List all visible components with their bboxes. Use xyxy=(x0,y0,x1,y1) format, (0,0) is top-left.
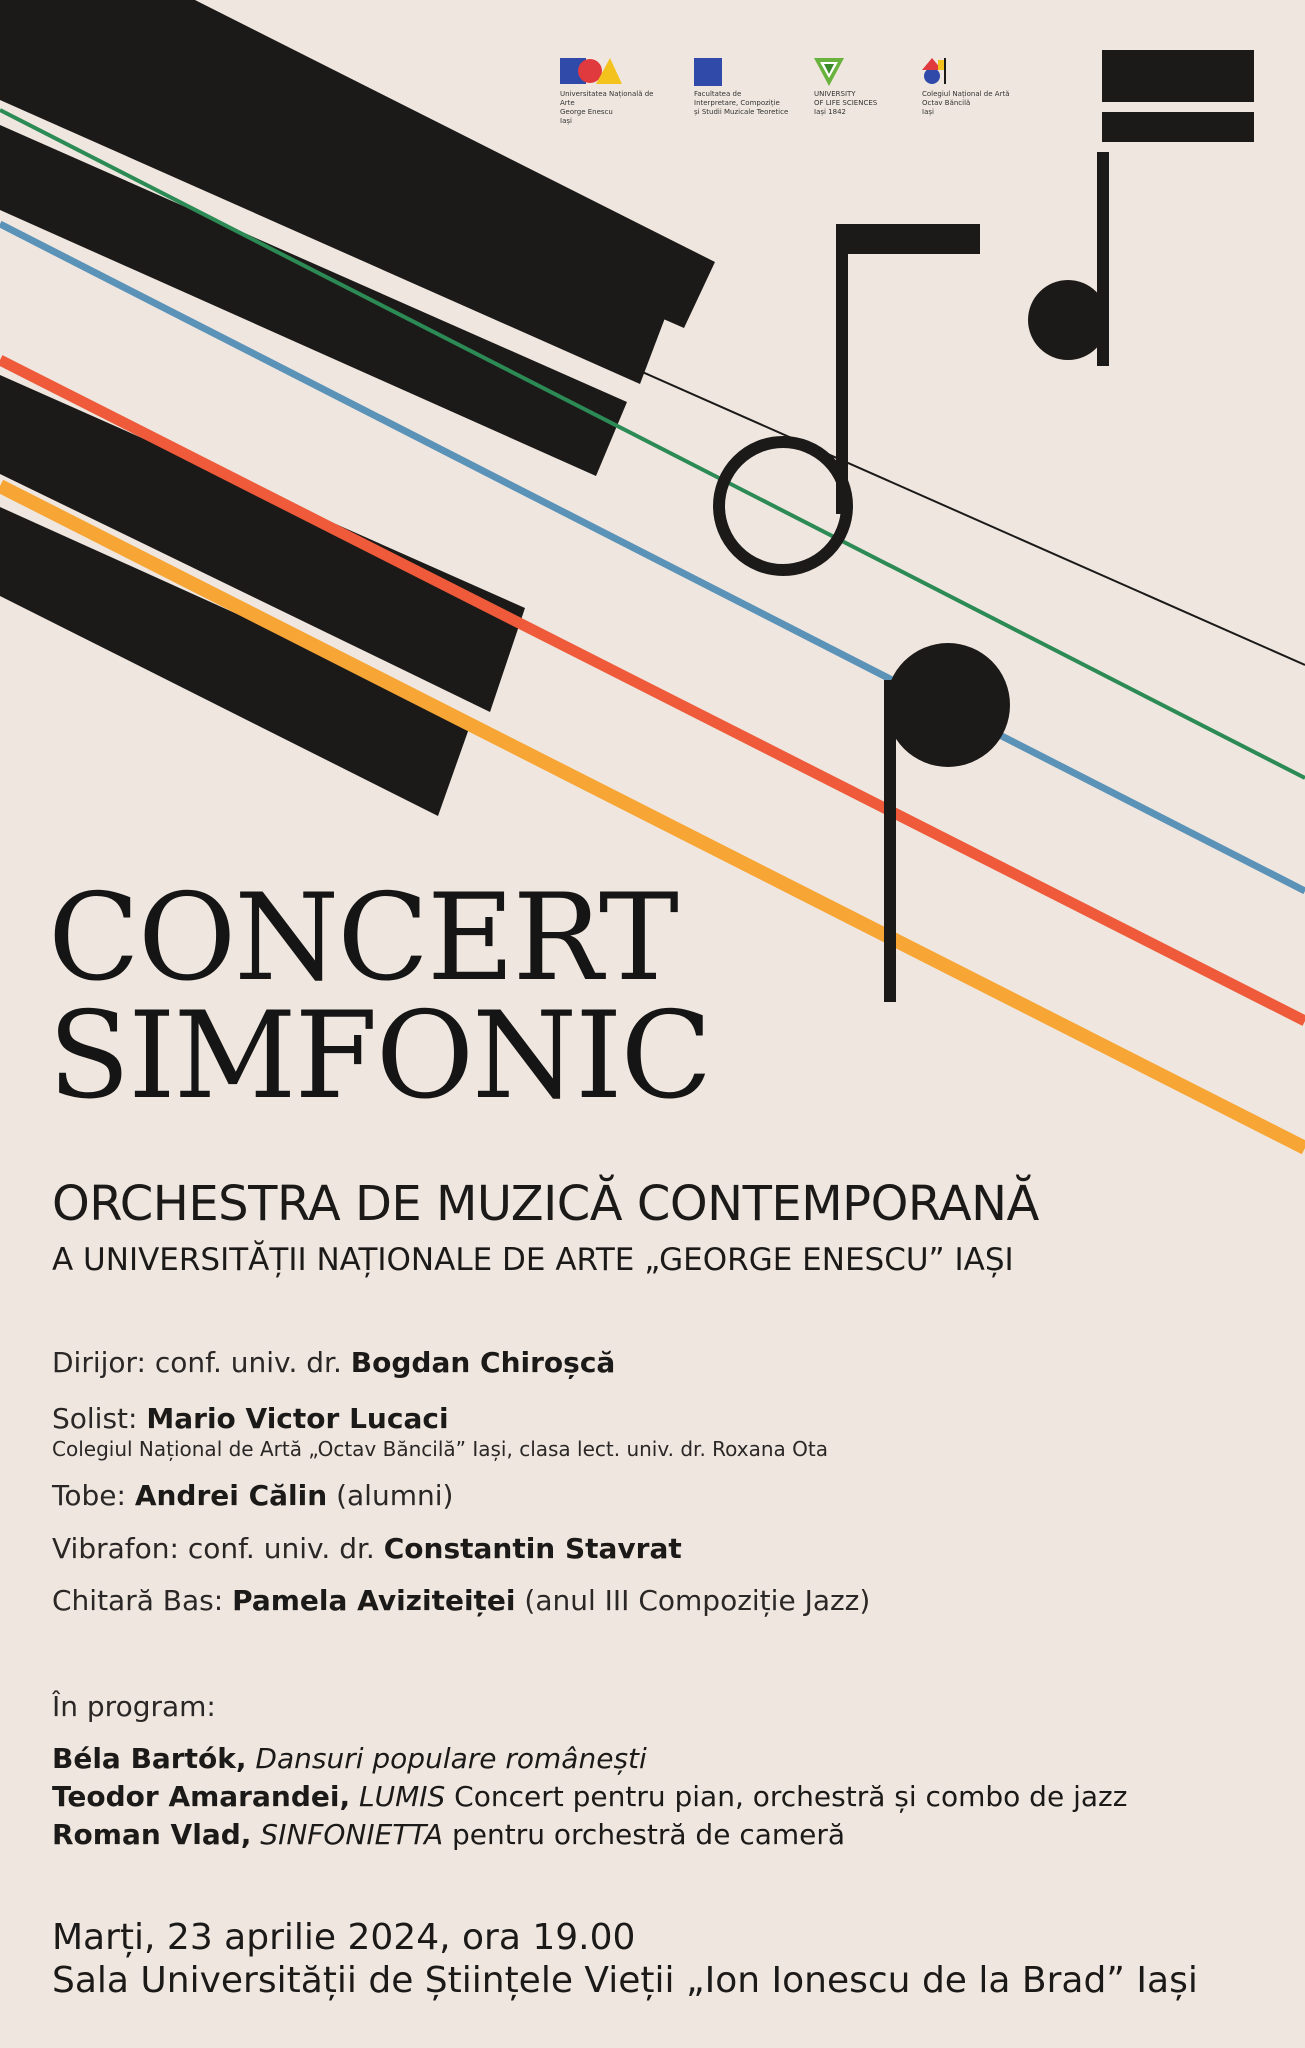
credit-role: Dirijor: conf. univ. dr. xyxy=(52,1346,351,1379)
soloist-detail: Colegiul Național de Artă „Octav Băncilă” Iași, clasa lect. univ. dr. Roxana Ota xyxy=(52,1437,828,1461)
program-work: LUMIS xyxy=(350,1780,446,1813)
program-item xyxy=(52,1742,647,1775)
program-composer: Teodor Amarandei, xyxy=(52,1780,351,1813)
logo-unage xyxy=(560,56,670,126)
credit-name: Bogdan Chiroșcă xyxy=(350,1346,616,1379)
note-stem-join xyxy=(884,680,914,720)
credit-note: (anul III Compoziție Jazz) xyxy=(515,1584,871,1617)
program-detail: pentru orchestră de cameră xyxy=(443,1818,846,1851)
program-work: SINFONIETTA xyxy=(251,1818,444,1851)
page-title xyxy=(48,869,711,1126)
program-detail: Concert pentru pian, orchestră și combo de jazz xyxy=(445,1780,1128,1813)
credit-name: Andrei Călin xyxy=(134,1479,328,1512)
credit-name: Mario Victor Lucaci xyxy=(146,1402,449,1435)
credit-drums xyxy=(52,1479,453,1512)
cna-logo-icon xyxy=(922,56,1032,86)
unage-logo-icon xyxy=(560,56,670,86)
credit-role: Solist: xyxy=(52,1402,147,1435)
program-composer: Béla Bartók, xyxy=(52,1742,247,1775)
logo-label: Universitatea Națională de Arte George Enescu Iași xyxy=(560,90,654,125)
program-item xyxy=(52,1818,845,1851)
credit-role: Tobe: xyxy=(52,1479,135,1512)
note-stem xyxy=(884,690,896,1002)
fics-logo-icon xyxy=(694,56,804,86)
credit-soloist xyxy=(52,1402,449,1435)
logo-label: UNIVERSITY OF LIFE SCIENCES Iași 1842 xyxy=(814,90,878,116)
program-item xyxy=(52,1780,1127,1813)
credit-note: (alumni) xyxy=(327,1479,454,1512)
program-work: Dansuri populare românești xyxy=(246,1742,647,1775)
orchestra-affiliation: A UNIVERSITĂȚII NAȚIONALE DE ARTE „GEORGE ENESCU” IAȘI xyxy=(52,1242,1014,1278)
logo-fics xyxy=(694,56,804,117)
usv-logo-icon xyxy=(814,56,924,86)
credit-vibraphone xyxy=(52,1532,682,1565)
note-flag xyxy=(836,224,980,254)
logo-usv xyxy=(814,56,924,117)
orchestra-name: ORCHESTRA DE MUZICĂ CONTEMPORANĂ xyxy=(52,1176,1039,1232)
logo-label: Facultatea de Interpretare, Compoziție și Studii Muzicale Teoretice xyxy=(694,90,789,116)
credit-role: Chitară Bas: xyxy=(52,1584,233,1617)
credit-role: Vibrafon: conf. univ. dr. xyxy=(52,1532,384,1565)
title-line-1: CONCERT xyxy=(48,869,677,1008)
program-heading: În program: xyxy=(52,1690,216,1723)
logo-label: Colegiul Național de Artă Octav Băncilă Iași xyxy=(922,90,1010,116)
event-venue: Sala Universității de Științele Vieții „Ion Ionescu de la Brad” Iași xyxy=(52,1960,1198,2001)
partner-logos xyxy=(560,56,1280,126)
event-date: Marți, 23 aprilie 2024, ora 19.00 xyxy=(52,1917,636,1958)
title-line-2: SIMFONIC xyxy=(48,987,711,1126)
note-head-hollow xyxy=(719,442,847,570)
credit-conductor xyxy=(52,1346,615,1379)
note-head-filled xyxy=(1028,280,1108,360)
credit-name: Constantin Stavrat xyxy=(383,1532,682,1565)
credit-name: Pamela Aviziteiței xyxy=(232,1584,516,1617)
logo-cna xyxy=(922,56,1032,117)
program-composer: Roman Vlad, xyxy=(52,1818,252,1851)
credit-bass-guitar xyxy=(52,1584,870,1617)
